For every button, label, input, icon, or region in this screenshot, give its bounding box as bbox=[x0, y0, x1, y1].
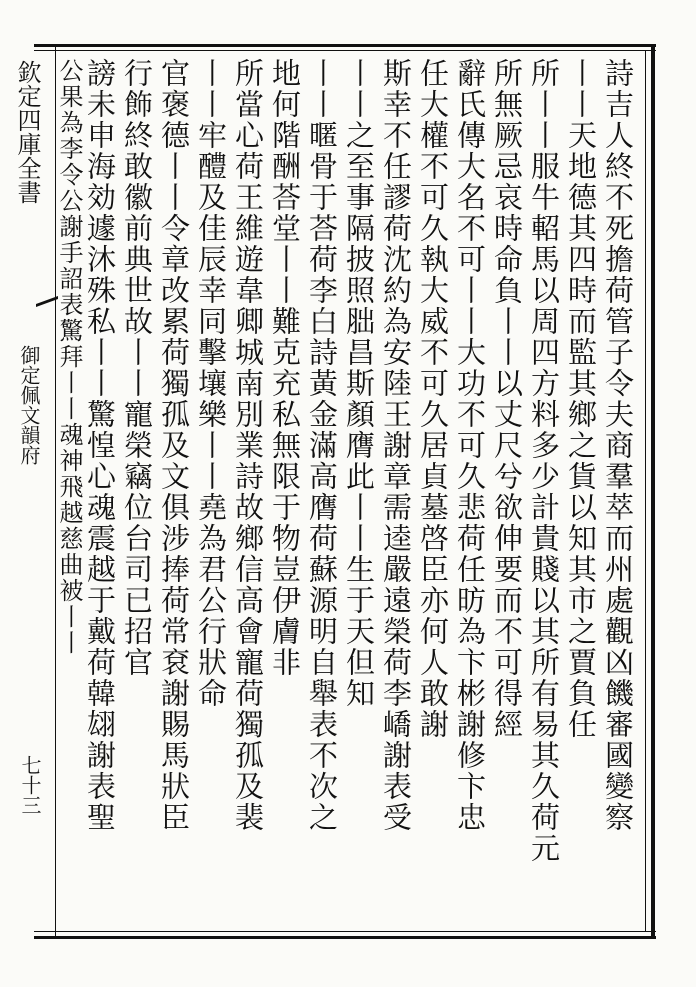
text-column: 地何階酬荅堂丨丨難克充私無限于物豈伊膚非 bbox=[268, 58, 302, 678]
text-column: 所當心荷王維遊韋卿城南別業詩故鄉信高會寵荷獨孤及裴 bbox=[231, 58, 265, 833]
text-column: 斯幸不任謬荷沈約為安陸王謝章需逵嚴遠榮荷李嶠謝表受 bbox=[379, 58, 413, 833]
text-column: 丨丨之至事隔披照胐昌斯顏膺此丨丨生于天但知 bbox=[342, 58, 376, 709]
spine-subtitle-text: 御定佩文韻府 bbox=[17, 345, 41, 465]
text-column: 公果為李令公謝手詔表驚拜丨丨魂神飛越慈曲被丨丨 bbox=[55, 58, 83, 656]
text-column: 所丨丨服牛軺馬以周四方料多少計貴賤以其所有易其久荷元 bbox=[527, 58, 561, 864]
text-column: 丨丨天地德其四時而監其鄉之貨以知其市之賈負任 bbox=[564, 58, 598, 740]
top-border-inner bbox=[34, 50, 656, 51]
text-column: 謗未申海効遽沐殊私丨丨驚惶心魂震越于戴荷韓翃謝表聖 bbox=[83, 58, 117, 833]
text-column: 任大權不可久執大威不可久居貞墓啓臣亦何人敢謝 bbox=[416, 58, 450, 740]
bottom-border-inner bbox=[34, 931, 656, 932]
right-border bbox=[651, 44, 655, 939]
top-border bbox=[34, 44, 656, 47]
spine-subtitle bbox=[12, 345, 42, 545]
text-column: 所無厥忌哀時命負丨丨以丈尺兮欲伸要而不可得經 bbox=[490, 58, 524, 740]
text-column: 詩吉人終不死擔荷管子令夫商羣萃而州處觀凶饑審國變察 bbox=[601, 58, 635, 833]
bottom-border bbox=[34, 936, 656, 939]
spine-title-text: 欽定四庫全書 bbox=[13, 60, 41, 204]
text-column: 行飾終敢徽前典世故丨丨寵榮竊位台司已招官 bbox=[120, 58, 154, 678]
text-column: 丨丨暱骨于荅荷李白詩黃金滿高膺荷蘇源明自舉表不次之 bbox=[305, 58, 339, 833]
text-column: 丨丨牢醴及佳辰幸同擊壤樂丨丨堯為君公行狀命 bbox=[194, 58, 228, 709]
page-number: 七十三 bbox=[18, 755, 42, 815]
text-column: 辭氏傳大名不可丨丨大功不可久悲荷任昉為卞彬謝修卞忠 bbox=[453, 58, 487, 833]
text-column: 官褒德丨丨令章改累荷獨孤及文俱涉捧荷常袞謝賜馬狀臣 bbox=[157, 58, 191, 833]
right-border-inner bbox=[645, 50, 646, 932]
